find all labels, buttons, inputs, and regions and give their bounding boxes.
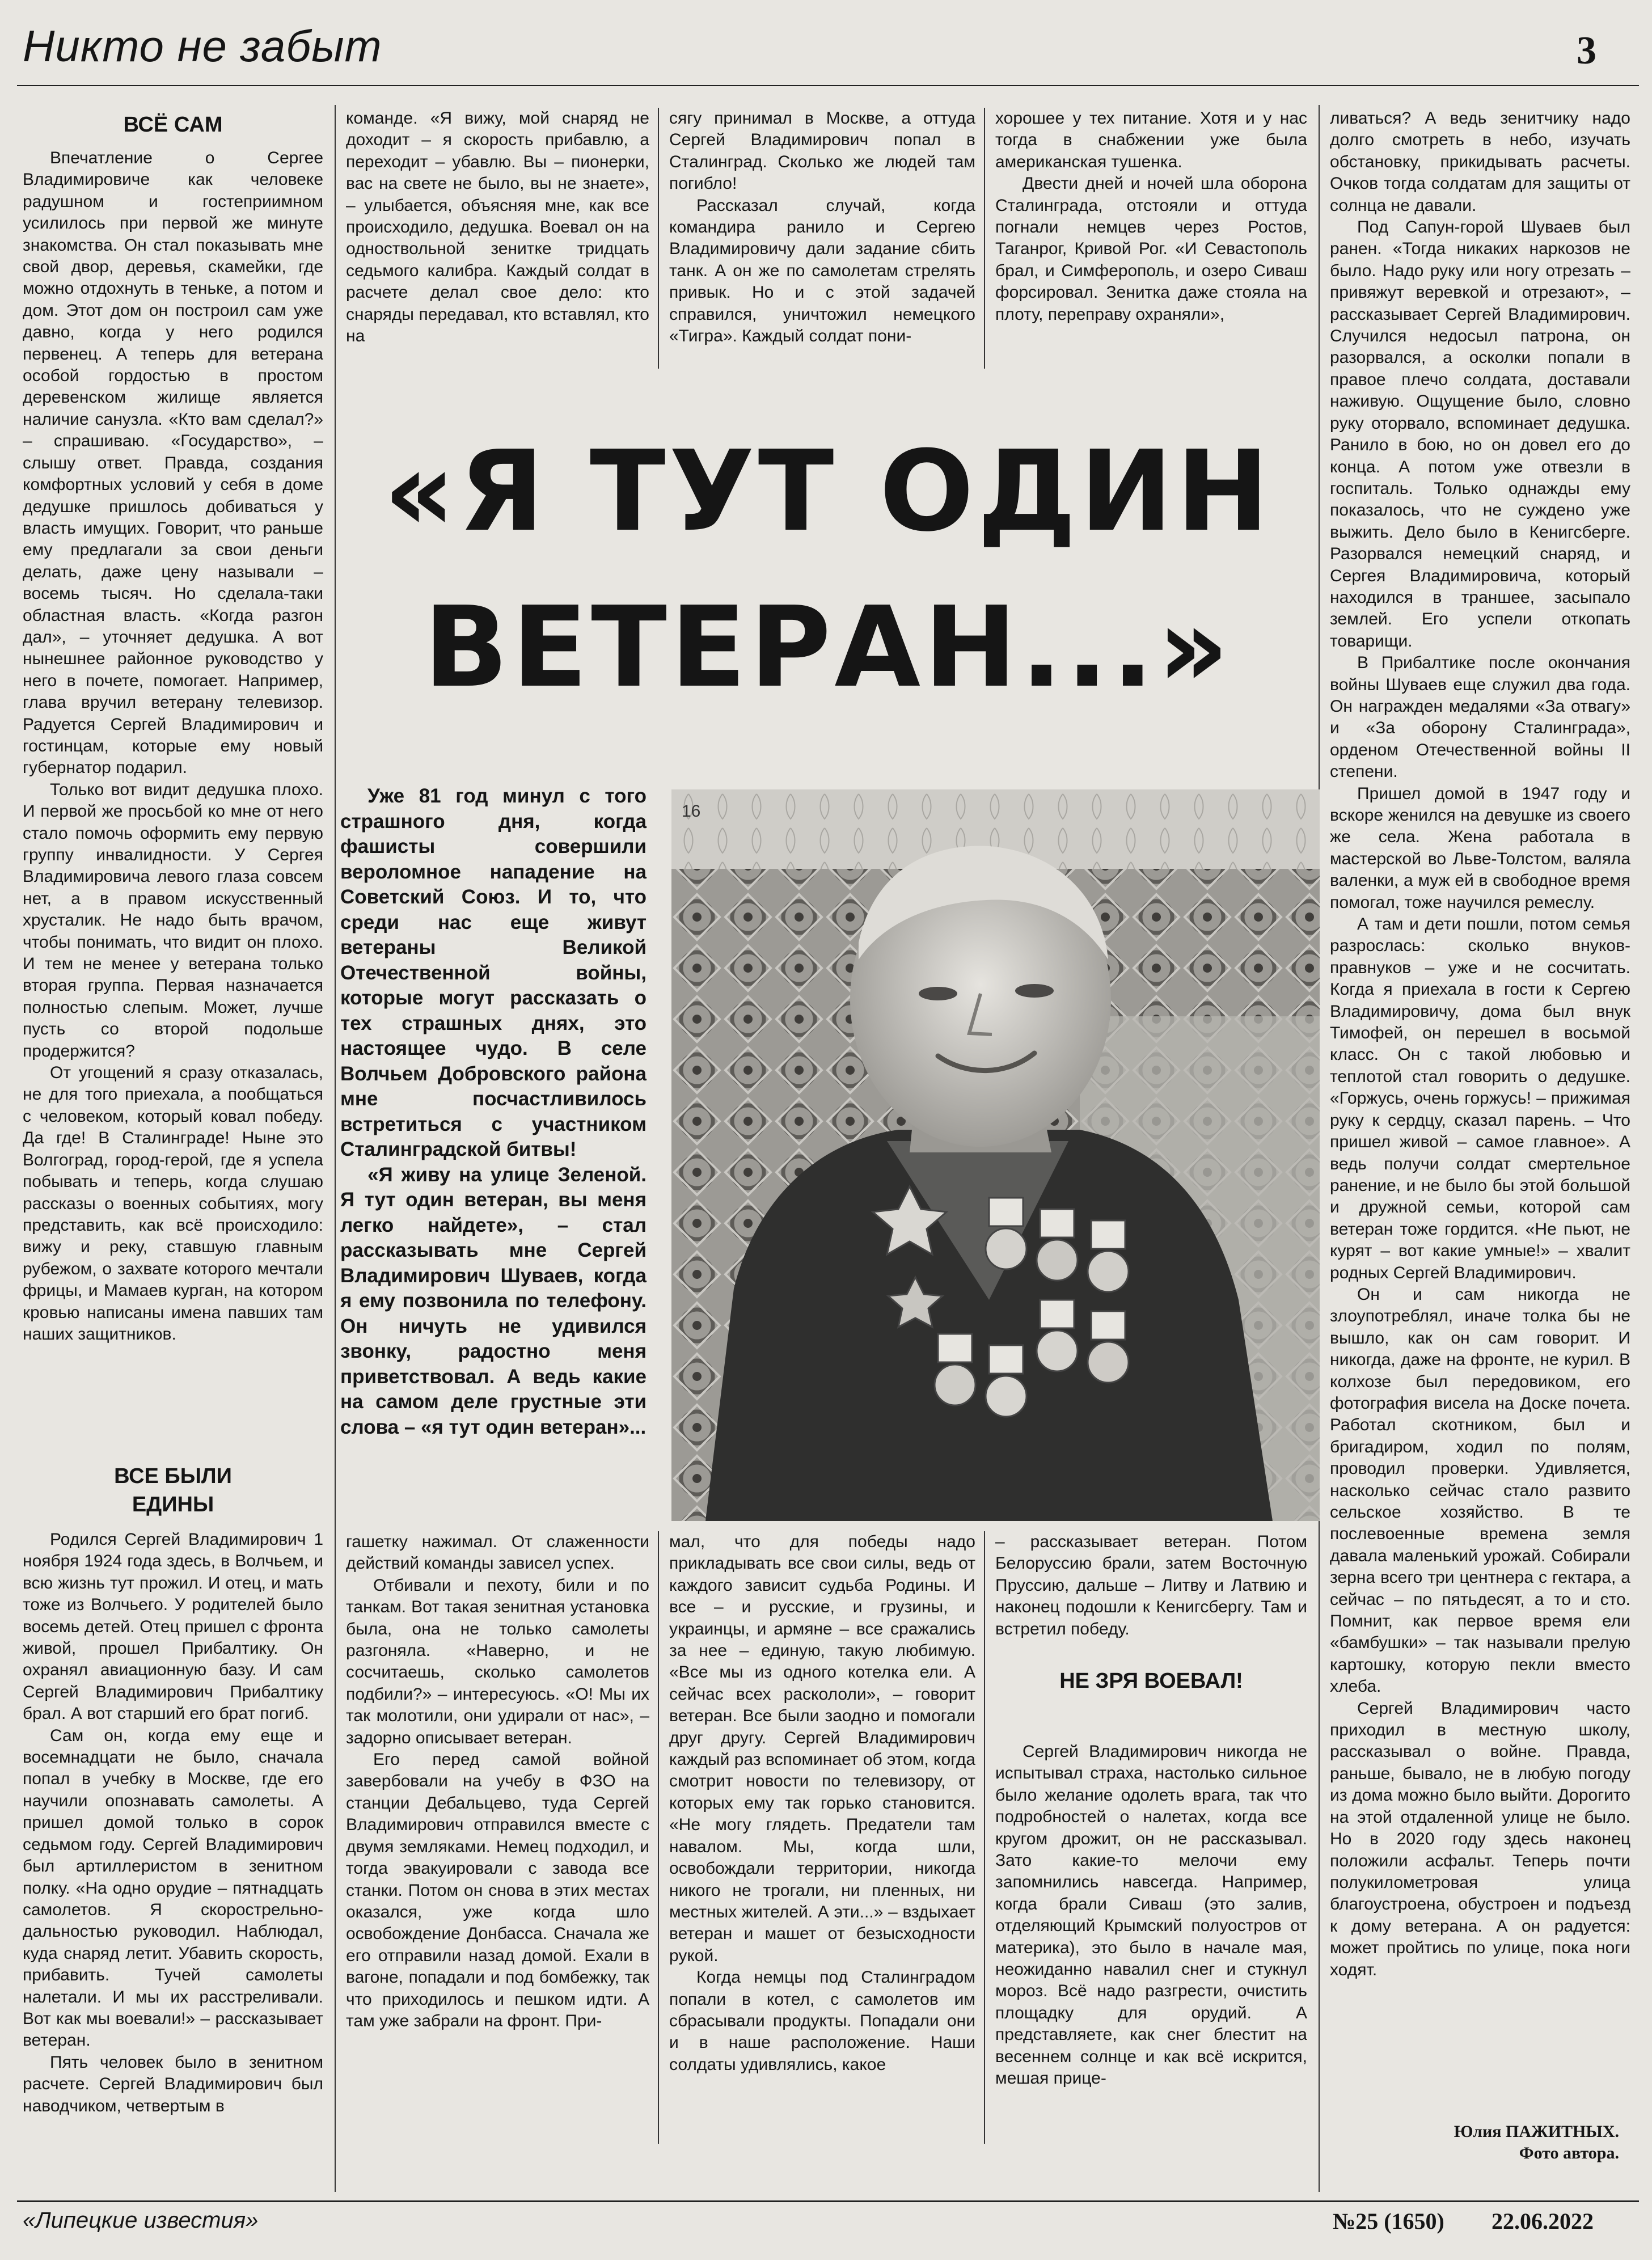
paragraph: Уже 81 год минул с того страшного дня, когда фашисты совершили вероломное нападение на Советский Союз. И то, что среди нас еще живут ветераны Великой Отечественной войны, которые могут рассказать о тех страшных днях, это настоящее чудо. В селе Волчьем Добровского района мне посчастливилось встретиться с участником Сталинградской битвы! — [340, 785, 647, 1160]
column-rule — [658, 1531, 659, 2144]
footer-rule — [17, 2200, 1639, 2202]
author-name: Юлия ПАЖИТНЫХ. — [1454, 2122, 1619, 2141]
lead-paragraph — [340, 784, 647, 1440]
paragraph: мал, что для победы надо прикладывать все свои силы, ведь от каждого зависит судьба Родины. И все – и русские, и грузины, и украинцы, и армяне – все сражались за нее – единую, такую любимую. «Все мы из одного котелка ели. А сейчас всех раскололи», – говорит ветеран. Все были заодно и помогали друг другу. Сергей Владимирович каждый раз вспоминает об этом, когда смотрит новости по телевизору, от которых ему так горько становится. «Не могу глядеть. Предатели там навалом. Мы, когда шли, освобождали территории, никогда никого не трогали, ни пленных, ни местных жителей. А эти...» – вздыхает ветеран и машет от безысходности рукой. — [669, 1532, 975, 1965]
paragraph: Его перед самой войной завербовали на учебу в ФЗО на станции Дебальцево, туда Сергей Владимирович отправился вместе с двумя земляками. Немец подходил, и тогда эвакуировали с завода все станки. Потом он снова в этих местах оказался, уже когда шло освобождение Донбасса. Сначала же его отправили назад домой. Ехали в вагоне, попадали и под бомбежку, так что приходилось и пешком идти. А там уже забрали на фронт. При- — [346, 1750, 649, 2030]
paragraph: А там и дети пошли, потом семья разрослась: сколько внуков-правнуков – уже и не сосчитать. Когда я приехала в гости к Сергею Владимировичу, дома был внук Тимофей, он перешел в восьмой класс. Он с такой любовью и теплотой стал говорить о дедушке. «Горжусь, очень горжусь! – прижимая руку к сердцу, сказал парень. – Что пришел живой – самое главное». А ведь получи солдат смертельное ранение, и не было бы этой большой и дружной семьи, которой сам ветеран тоже гордится. «Не пьют, не курят – вот какие умные!» – хвалит родных Сергей Владимирович. — [1330, 915, 1630, 1282]
column-rule — [984, 108, 985, 369]
photo-corner-mark: 16 — [682, 802, 701, 821]
column-5 — [1330, 108, 1630, 2115]
paragraph: Отбивали и пехоту, били и по танкам. Вот такая зенитная установка была, она не только самолеты разгоняла. «Наверно, и не сосчитаешь, сколько самолетов подбили?» – интересуюсь. «О! Мы их так молотили, они удирали от нас», – задорно описывает ветеран. — [346, 1575, 649, 1747]
column-rule — [984, 1531, 985, 2144]
paragraph: Сергей Владимирович никогда не испытывал страха, настолько сильное было желание одолеть врага, так что подробностей о налетах, когда все кругом дрожит, он не рассказывал. Зато какие-то мелочи ему запомнились навсегда. Например, когда брали Сиваш (это залив, отделяющий Крымский полуостров от материка), это было в начале мая, неожиданно навалил снег и стукнул мороз. Всё надо разгрести, очистить площадку для орудий. А представляете, как снег блестит на весеннем солнце и как всё искрится, мешая прице- — [995, 1742, 1307, 2088]
page-number: 3 — [1577, 29, 1596, 73]
paragraph: Пришел домой в 1947 году и вскоре женился на девушке из своего же села. Жена работала в мастерской во Льве-Толстом, валяла валенки, а муж ей в свободное время помогал, тоже научился ремеслу. — [1330, 784, 1630, 912]
paragraph: Сам он, когда ему еще и восемнадцати не было, сначала попал в учебку в Москве, где его научили опознавать самолеты. А пришел домой только в сорок седьмом году. Сергей Владимирович был артиллеристом в зенитном полку. «На одно орудие – пятнадцать самолетов. Я скорострельно-дальностью руководил. Наблюдал, куда снаряд летит. Убавить скорость, прибавить. Тучей самолеты налетали. И мы их расстреливали. Вот как мы воевали!» – рассказывает ветеран. — [23, 1726, 323, 2050]
subhead-ne-zrya-voeval: НЕ ЗРЯ ВОЕВАЛ! — [1059, 1669, 1243, 1693]
column-rule — [658, 108, 659, 369]
paragraph: Впечатление о Сергее Владимировиче как человеке радушном и гостеприимном усилилось при первой же минуте знакомства. Он стал показывать мне свой двор, деревья, скамейки, где можно отдохнуть в теньке, а потом и дом. Этот дом он построил сам уже давно, когда у него родился первенец. А теперь для ветерана особой гордостью в простом деревенском жилище является наличие санузла. «Кто вам сделал?» – спрашиваю. «Государство», – слышу ответ. Правда, создания комфортных условий у себя в доме дедушке пришлось добиваться у власть имущих. Говорит, что раньше ему предлагали за свои деньги делать, даже цену называли – восемь тысяч. Но сделала-таки областная власть. «Когда разгон дал», – уточняет дедушка. А вот нынешнее районное руководство у него в почете, помогает. Например, глава вручил ветерану телевизор. Радуется Сергей Владимирович и гостинцам, которые ему новый губернатор подарил. — [23, 149, 323, 778]
paragraph: ливаться? А ведь зенитчику надо долго смотреть в небо, изучать обстановку, прикидывать расчеты. Очков тогда солдатам для защиты от солнца не давали. — [1330, 109, 1630, 215]
byline — [1406, 2121, 1619, 2164]
paragraph: От угощений я сразу отказалась, не для того приехала, а пообщаться с человеком, который ковал победу. Да где! В Сталинграде! Ныне это Волгоград, город-герой, где я успела побывать и теперь, когда слушаю рассказы о военных событиях, могу представить, как всё происходило: вижу и реку, ставшую главным рубежом, о захвате которого мечтали фрицы, и Мамаев курган, на котором кровью написаны имена павших там наших защитников. — [23, 1063, 323, 1344]
column-1-bottom — [23, 1529, 323, 2130]
paragraph: Только вот видит дедушка плохо. И первой же просьбой ко мне от него стало помочь оформить ему первую группу инвалидности. У Сергея Владимировича левого глаза совсем нет, а в правом искусственный хрусталик. Не надо быть врачом, чтобы понимать, что видит он плохо. И тем не менее у ветерана только вторая группа. Первая назначается полностью слепым. Может, лучше пусть со второй подольше продержится? — [23, 780, 323, 1061]
paragraph: Он и сам никогда не злоупотреблял, иначе толка бы не вышло, как он сам говорит. И никогда, даже на фронте, не курил. В колхозе был передовиком, его фотография висела на Доске почета. Работал скотником, был и бригадиром, ходил по полям, проводил проверки. Удивляется, насколько сейчас стало развито сельское хозяйство. В те послевоенные времена земля давала маленький урожай. Собирали зерна всего три центнера с гектара, а сейчас – по пятьдесят, а то и сто. Помнит, как первое время ели «бамбушки» – так называли прелую картошку, которую пекли вместо хлеба. — [1330, 1285, 1630, 1696]
paragraph: – рассказывает ветеран. Потом Белоруссию брали, затем Восточную Пруссию, дальше – Литву и Латвию и наконец подошли к Кенигсбергу. Там и встретил победу. — [995, 1532, 1307, 1638]
footer-date: 22.06.2022 — [1492, 2208, 1594, 2234]
column-3-top — [669, 108, 975, 380]
column-4-bottom-intro — [995, 1531, 1307, 1645]
paragraph: «Я живу на улице Зеленой. Я тут один ветеран, вы меня легко найдете», – стал рассказывать мне Сергей Владимирович Шуваев, когда я ему позвонила по телефону. Он ничуть не удивился звонку, радостно меня приветствовал. А ведь какие на самом деле грустные эти слова – «я тут один ветеран»... — [340, 1163, 647, 1438]
column-2-top — [346, 108, 649, 380]
headline: «Я ТУТ ОДИН ВЕТЕРАН...» — [383, 427, 1273, 712]
subhead-vse-sam: ВСЁ САМ — [123, 113, 223, 137]
paragraph: Рассказал случай, когда командира ранило и Сергею Владимировичу дали задание сбить танк. А он же по самолетам стрелять привык. Но и с этой задачей справился, уничтожил немецкого «Тигра». Каждый солдат пони- — [669, 196, 975, 346]
paragraph: сягу принимал в Москве, а оттуда Сергей Владимирович попал в Сталинград. Сколько же людей там погибло! — [669, 109, 975, 193]
footer-publication-name: «Липецкие известия» — [23, 2208, 259, 2233]
paragraph: Сергей Владимирович часто приходил в местную школу, рассказывал о войне. Правда, раньше, бывало, не в любую погоду из дома можно было выйти. Дорогито на этой отдаленной улице не было. Но в 2020 году здесь наконец положили асфальт. Теперь почти полукилометровая улица благоустроена, обустроен и подъезд к дому ветерана. А он радуется: может пройтись по улице, пока ноги ходят. — [1330, 1699, 1630, 1979]
photo-credit: Фото автора. — [1519, 2144, 1619, 2162]
veteran-portrait-photo — [671, 789, 1320, 1521]
column-1-top — [23, 147, 323, 1463]
paragraph: Пять человек было в зенитном расчете. Сергей Владимирович был наводчиком, четвертым в — [23, 2052, 323, 2115]
footer-issue-number: №25 (1650) — [1333, 2208, 1444, 2234]
paragraph: Родился Сергей Владимирович 1 ноября 1924 года здесь, в Волчьем, и всю жизнь тут прожил. И отец, и мать тоже из Волчьего. У родителей было восемь детей. Отец пришел с фронта живой, прошел Прибалтику. Он охранял авиационную базу. И сам Сергей Владимирович Прибалтику брал. А вот старший его брат погиб. — [23, 1530, 323, 1723]
paragraph: Под Сапун-горой Шуваев был ранен. «Тогда никаких наркозов не было. Надо руку или ногу отрезать – привяжут веревкой и отрезают», – рассказывает Сергей Владимирович. Случился недосыл патрона, он разорвался, а осколки попали в правое плечо солдата, доставали наживую. Ощущение было, словно руку оторвало, вспоминает дедушка. Ранило в бою, но он довел его до конца. А потом уже отвезли в госпиталь. Только однажды ему показалось, что не суждено уже выжить. Дело было в Кенигсберге. Разорвался немецкий снаряд, и Сергея Владимировича, который находился в траншее, засыпало землей. Его успели откопать товарищи. — [1330, 218, 1630, 650]
column-rule — [335, 105, 336, 2192]
paragraph: В Прибалтике после окончания войны Шуваев еще служил два года. Он награжден медалями «За отвагу» и «За оборону Сталинграда», орденом Отечественной войны II степени. — [1330, 653, 1630, 782]
column-4-top — [995, 108, 1307, 380]
paragraph: Когда немцы под Сталинградом попали в котел, с самолетов им сбрасывали продукты. Попадали они и в наше расположение. Наши солдаты удивлялись, какое — [669, 1968, 975, 2074]
section-title: Никто не забыт — [23, 21, 382, 71]
column-2-bottom — [346, 1531, 649, 2144]
paragraph: гашетку нажимал. От слаженности действий команды зависел успех. — [346, 1532, 649, 1573]
column-3-bottom — [669, 1531, 975, 2144]
paragraph: хорошее у тех питание. Хотя и у нас тогда в снабжении уже была американская тушенка. — [995, 109, 1307, 171]
header-rule — [17, 85, 1639, 86]
column-4-bottom — [995, 1741, 1307, 2144]
paragraph: Двести дней и ночей шла оборона Сталинграда, отстояли и оттуда погнали немцев через Ростов, Таганрог, Кривой Рог. «И Севастополь брал, и Симферополь, и озеро Сиваш форсировал. Зенитка даже стояла на плоту, переправу охраняли», — [995, 174, 1307, 324]
subhead-vse-byli-ediny: ВСЕ БЫЛИ ЕДИНЫ — [114, 1464, 232, 1516]
paragraph: команде. «Я вижу, мой снаряд не доходит – я скорость прибавлю, а переходит – убавлю. Вы – пионерки, вас на свете не было, вы не знаете», – улыбается, объясняя мне, как все происходило, дедушка. Воевал он на одноствольной зенитке тридцать седьмого калибра. Каждый солдат в расчете делал свое дело: кто снаряды передавал, кто вставлял, кто на — [346, 109, 649, 346]
